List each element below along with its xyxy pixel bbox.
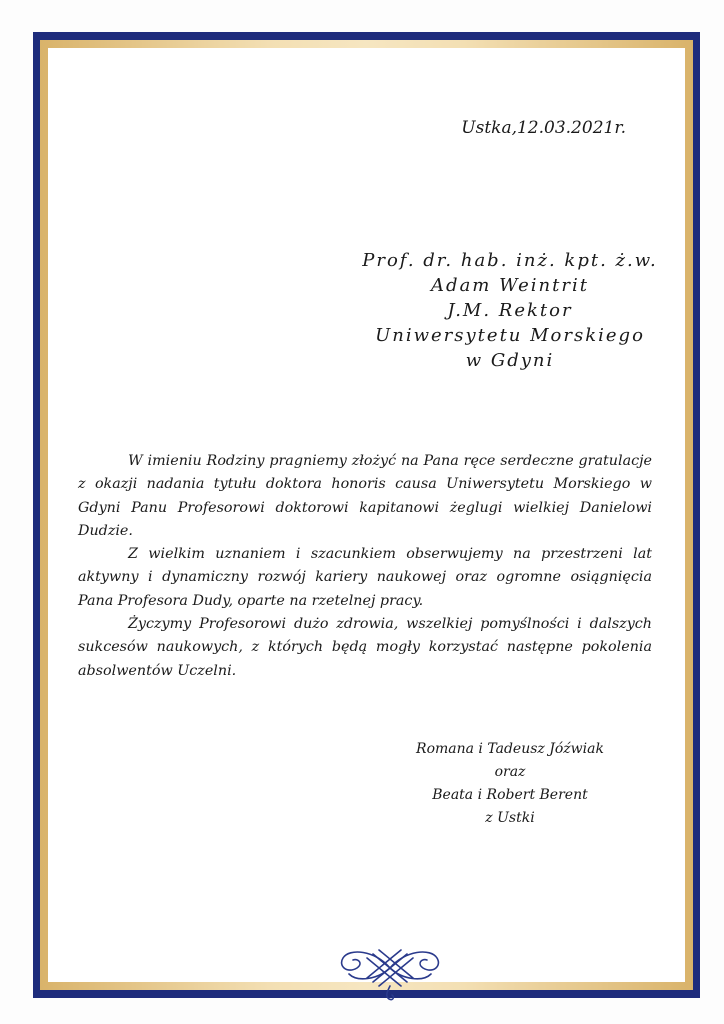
recipient-title: Prof. dr. hab. inż. kpt. ż.w.: [362, 250, 658, 271]
recipient-institution: Uniwersytetu Morskiego: [375, 325, 645, 346]
letter-body: [78, 450, 652, 683]
signature-line: z Ustki: [485, 810, 535, 826]
body-paragraph: Życzymy Profesorowi dużo zdrowia, wszelkiej pomyślności i dalszych sukcesów naukowych, z których będą mogły korzystać następne pokolenia absolwentów Uczelni.: [78, 616, 652, 679]
recipient-name: Adam Weintrit: [431, 275, 589, 296]
letter-date: Ustka,12.03.2021r.: [461, 118, 626, 138]
signature-line: Beata i Robert Berent: [432, 787, 588, 803]
recipient-city: w Gdyni: [465, 350, 555, 371]
signature-line: Romana i Tadeusz Jóźwiak: [416, 741, 604, 757]
body-paragraph: W imieniu Rodziny pragniemy złożyć na Pana ręce serdeczne gratulacje z okazji nadania tytułu doktora honoris causa Uniwersytetu Morskiego w Gdyni Panu Profesorowi doktorowi kapitanowi żeglugi wielkiej Danielowi Dudzie.: [78, 453, 652, 539]
recipient-block: [360, 248, 660, 373]
decorative-flourish-icon: [335, 928, 445, 1004]
signature-line: oraz: [494, 764, 526, 780]
body-paragraph: Z wielkim uznaniem i szacunkiem obserwujemy na przestrzeni lat aktywny i dynamiczny rozwój kariery naukowej oraz ogromne osiągnięcia Pana Profesora Dudy, oparte na rzetelnej pracy.: [78, 546, 652, 609]
signature-block: [390, 738, 630, 830]
recipient-position: J.M. Rektor: [447, 300, 573, 321]
